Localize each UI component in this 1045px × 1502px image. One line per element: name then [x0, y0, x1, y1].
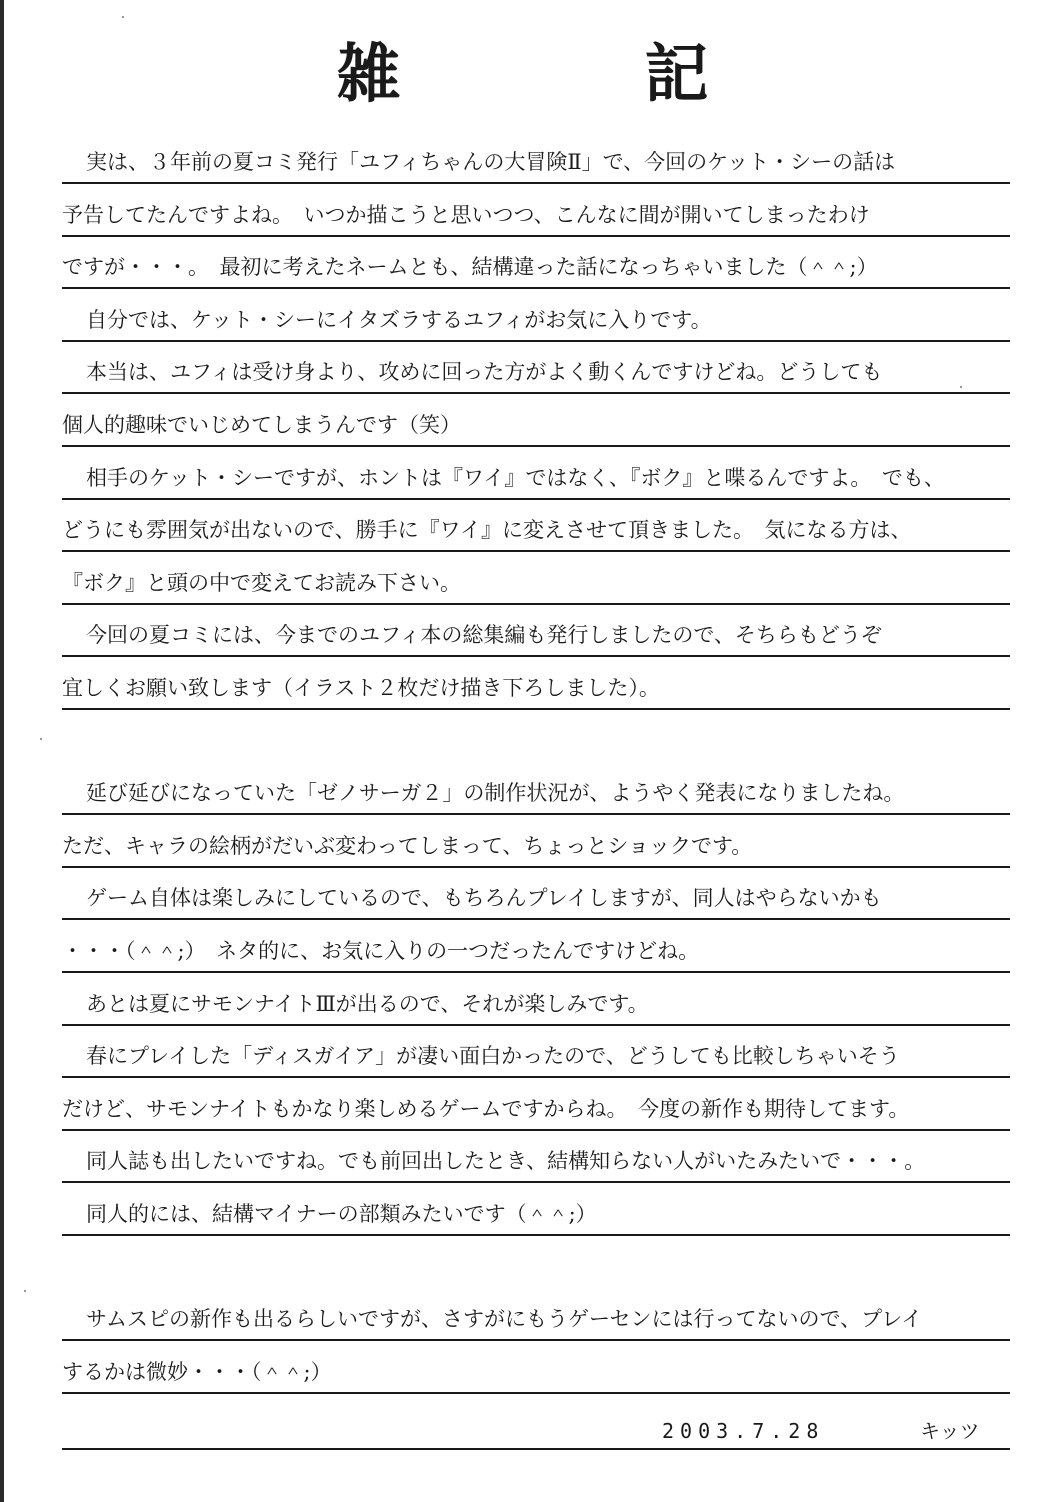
- text-line-content: ・・・（＾＾;） ネタ的に、お気に入りの一つだったんですけどね。: [62, 939, 700, 963]
- text-line-content: サムスピの新作も出るらしいですが、さすがにもうゲーセンには行ってないので、プレイ: [86, 1307, 923, 1332]
- text-line: [62, 1131, 1010, 1183]
- text-line: [62, 237, 1010, 289]
- text-line: [62, 553, 1010, 605]
- text-line-content: 今回の夏コミには、今までのユフィ本の総集編も発行しましたので、そちらもどうぞ: [86, 623, 882, 648]
- scan-speck: [40, 738, 42, 740]
- text-line: [62, 921, 1010, 973]
- text-line-content: 自分では、ケット・シーにイタズラするユフィがお気に入りです。: [86, 307, 712, 332]
- text-line-content: 同人誌も出したいですね。でも前回出したとき、結構知らない人がいたみたいで・・・。: [86, 1149, 926, 1174]
- text-line: [62, 816, 1010, 868]
- text-line-content: 個人的趣味でいじめてしまうんです（笑）: [62, 413, 461, 437]
- text-line-content: 『ボク』と頭の中で変えてお読み下さい。: [62, 570, 461, 595]
- text-line-content: 本当は、ユフィは受け身より、攻めに回った方がよく動くんですけどね。どうしても: [86, 360, 883, 385]
- text-line: [62, 1184, 1010, 1236]
- text-line-content: だけど、サモンナイトもかなり楽しめるゲームですからね。 今度の新作も期待してます。: [62, 1096, 910, 1121]
- text-line-content: 予告してたんですよね。 いつか描こうと思いつつ、こんなに間が開いてしまったわけ: [62, 202, 870, 227]
- text-line-content: ですが・・・。 最初に考えたネームとも、結構違った話になっちゃいました（＾＾;）: [62, 255, 878, 280]
- text-line: [62, 395, 1010, 447]
- scan-speck: [24, 1290, 26, 1292]
- page-title: 雑 記: [336, 37, 799, 112]
- text-line: [62, 290, 1010, 342]
- text-line-content: 実は、３年前の夏コミ発行「ユフィちゃんの大冒険Ⅱ」で、今回のケット・シーの話は: [86, 150, 896, 174]
- text-line: [62, 868, 1010, 920]
- page-edge: [0, 0, 4, 1502]
- text-line: [62, 1289, 1010, 1341]
- text-line: [62, 711, 1010, 763]
- scan-speck: [122, 16, 124, 18]
- text-line-content: ただ、キャラの絵柄がだいぶ変わってしまって、ちょっとショックです。: [62, 833, 753, 858]
- text-line: [62, 1026, 1010, 1078]
- signature-date: 2003.7.28: [662, 1419, 825, 1443]
- text-line: [62, 763, 1010, 815]
- signature-line: [62, 1402, 1010, 1450]
- text-line: [62, 974, 1010, 1026]
- text-line-content: 延び延びになっていた「ゼノサーガ２」の制作状況が、ようやく発表になりましたね。: [86, 781, 905, 806]
- text-line-content: 相手のケット・シーですが、ホントは『ワイ』ではなく、『ボク』と喋るんですよ。 でも、: [86, 465, 945, 490]
- text-line: [62, 1237, 1010, 1289]
- text-line: [62, 1079, 1010, 1131]
- text-line-content: 同人的には、結構マイナーの部類みたいです（＾＾;）: [86, 1202, 597, 1226]
- text-line: [62, 342, 1010, 394]
- text-line: [62, 500, 1010, 552]
- text-line: [62, 185, 1010, 237]
- text-line-content: 春にプレイした「ディスガイア」が凄い面白かったので、どうしても比較しちゃいそう: [86, 1044, 900, 1069]
- text-line: [62, 1342, 1010, 1394]
- text-line-content: 宜しくお願い致します（イラスト２枚だけ描き下ろしました）。: [62, 676, 660, 700]
- text-line: [62, 132, 1010, 184]
- text-line: [62, 605, 1010, 657]
- text-line-content: どうにも雰囲気が出ないので、勝手に『ワイ』に変えさせて頂きました。 気になる方は、: [62, 518, 912, 543]
- text-line-content: するかは微妙・・・（＾＾;）: [62, 1359, 332, 1384]
- signature-author: キッツ: [920, 1419, 980, 1443]
- text-line-content: あとは夏にサモンナイトⅢが出るので、それが楽しみです。: [86, 991, 649, 1016]
- text-line: [62, 448, 1010, 500]
- text-line: [62, 658, 1010, 710]
- text-line-content: ゲーム自体は楽しみにしているので、もちろんプレイしますが、同人はやらないかも: [86, 886, 882, 911]
